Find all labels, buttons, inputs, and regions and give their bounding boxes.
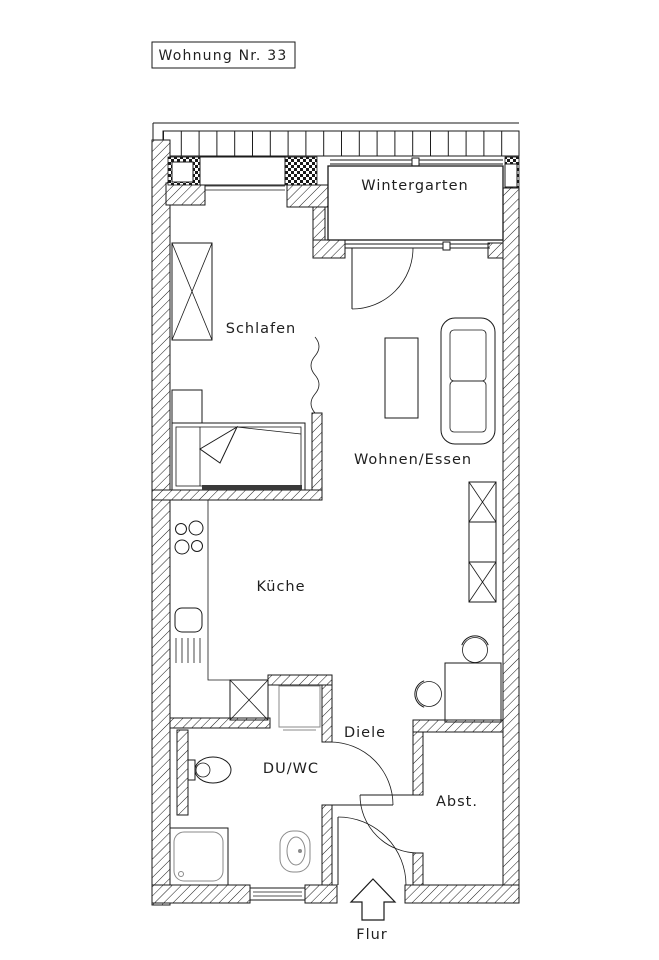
- title-box: [152, 42, 295, 68]
- cabinet-column: [469, 482, 496, 602]
- left-outer-wall: [152, 140, 170, 905]
- dish-rack: [176, 638, 200, 663]
- shower: [170, 828, 228, 885]
- nightstand: [172, 390, 202, 423]
- stove: [175, 521, 203, 554]
- entrance-arrow: [351, 879, 395, 920]
- sofa: [441, 318, 495, 444]
- chair-top: [462, 636, 488, 663]
- table: [385, 338, 418, 418]
- wintergarten-door-swing: [352, 248, 413, 309]
- schlafen-kueche-divider: [152, 490, 322, 500]
- washbasin: [280, 831, 310, 872]
- chair-left: [415, 681, 442, 707]
- balcony-decking: [153, 123, 519, 156]
- kitchen-counter: [208, 500, 230, 680]
- duwc-door-swing: [330, 742, 393, 805]
- apartment-title: Wohnung Nr. 33: [158, 48, 288, 64]
- duct-partition: [177, 730, 188, 815]
- duwc-window: [250, 888, 305, 900]
- wintergarten-room: [328, 166, 503, 240]
- room-label-kueche: Küche: [256, 579, 306, 595]
- schlafen-window: [200, 157, 285, 190]
- washing-machine: [279, 686, 320, 730]
- dining-table: [445, 663, 501, 722]
- wardrobe: [172, 243, 212, 340]
- entrance-door-swing: [338, 817, 406, 885]
- room-label-abstellraum: Abst.: [436, 794, 478, 810]
- room-label-duwc: DU/WC: [262, 761, 320, 777]
- room-label-wohnen-essen: Wohnen/Essen: [353, 452, 473, 468]
- right-outer-wall: [503, 188, 519, 903]
- bed: [172, 423, 305, 490]
- room-label-wintergarten: Wintergarten: [361, 178, 469, 194]
- curtain-line: [311, 337, 319, 413]
- fridge: [230, 680, 268, 720]
- room-label-schlafen: Schlafen: [225, 321, 297, 337]
- toilet: [188, 757, 231, 783]
- sink: [175, 608, 202, 632]
- room-label-diele: Diele: [343, 725, 387, 741]
- room-label-flur: Flur: [356, 927, 388, 943]
